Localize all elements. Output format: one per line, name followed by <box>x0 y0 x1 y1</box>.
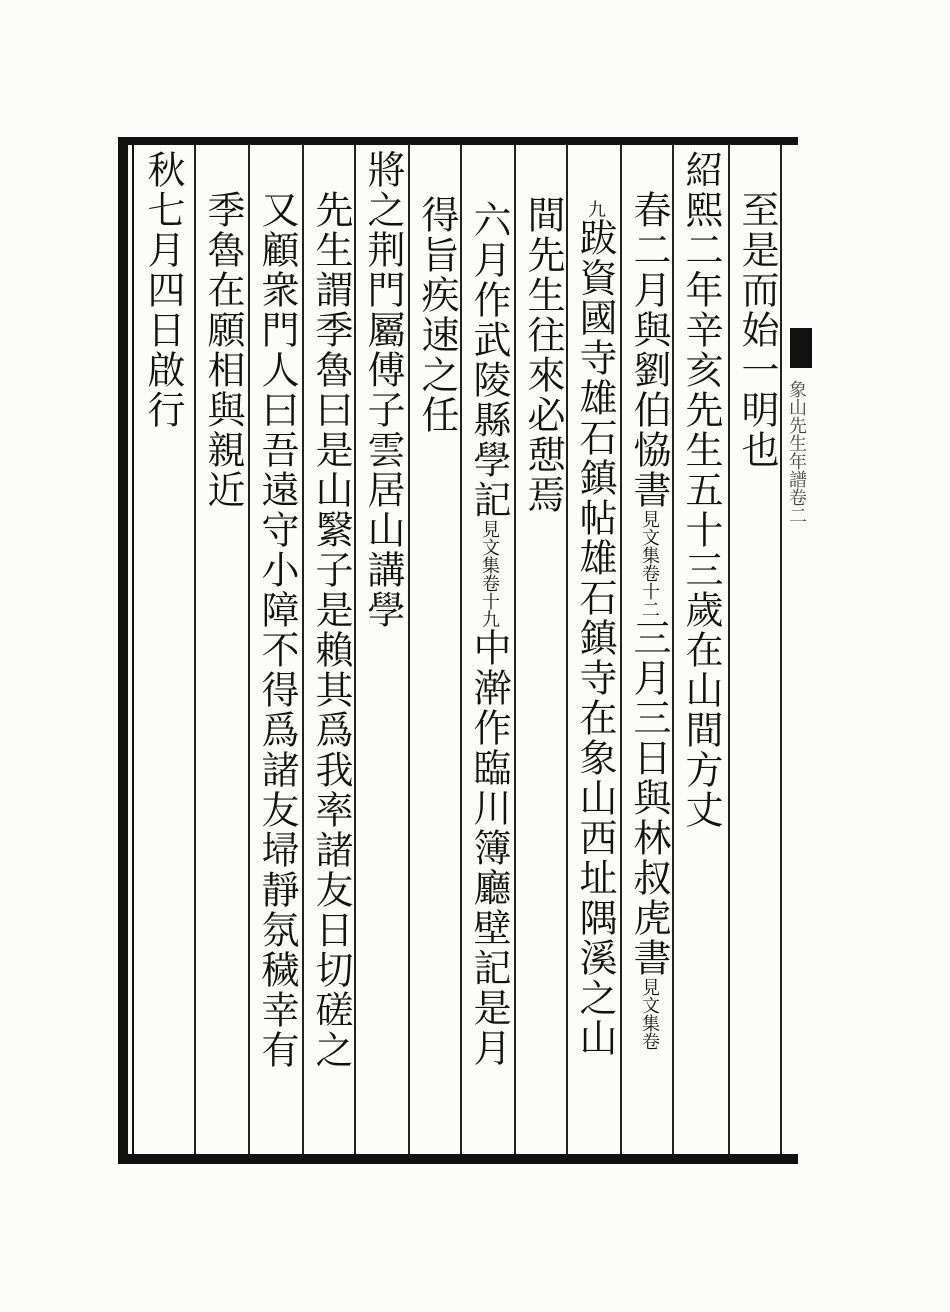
text-column-7 <box>412 195 462 1195</box>
column-text: 至是而始一明也 <box>735 190 779 470</box>
text-column-5 <box>518 195 568 1195</box>
column-text: 三月三日與林叔虎書 <box>627 618 671 978</box>
annotation-note: 見文集卷十二 <box>639 510 660 618</box>
column-text: 又顧衆門人曰吾遠守小障不得爲諸友埽靜氛穢幸有 <box>255 190 299 1070</box>
text-column-9 <box>306 190 356 1190</box>
text-column-4 <box>570 200 620 1200</box>
text-column-11 <box>198 190 248 1190</box>
text-column-10 <box>252 190 302 1190</box>
column-rule <box>728 145 730 1154</box>
column-text: 將之荆門屬傅子雲居山講學 <box>361 150 405 630</box>
frame-left-inner-border <box>132 145 134 1154</box>
text-column-8 <box>358 150 408 1150</box>
text-column-1 <box>732 190 782 1190</box>
column-text: 中澣作臨川簿廳壁記是月 <box>467 628 511 1068</box>
annotation-note: 見文集卷十九 <box>479 520 500 628</box>
annotation-note: 見文集卷 <box>639 978 660 1050</box>
frame-top-border <box>118 137 798 145</box>
fold-gutter <box>780 145 808 1154</box>
text-column-2 <box>676 150 726 1150</box>
column-rule <box>302 145 304 1154</box>
column-text: 跋資國寺雄石鎮帖雄石鎮寺在象山西址隅溪之山 <box>573 218 617 1058</box>
column-text: 秋七月四日啟行 <box>141 150 185 430</box>
column-rule <box>514 145 516 1154</box>
frame-left-border <box>118 137 128 1164</box>
column-rule <box>194 145 196 1154</box>
column-text: 六月作武陵縣學記 <box>467 200 511 520</box>
column-text: 得旨疾速之任 <box>415 195 459 435</box>
gutter-title: 象山先生年譜卷二 <box>786 380 807 524</box>
column-text: 紹熙二年辛亥先生五十三歲在山間方丈 <box>679 150 723 830</box>
column-text: 間先生往來必憇焉 <box>521 195 565 515</box>
column-text: 先生謂季魯曰是山繄子是賴其爲我率諸友日切磋之 <box>309 190 353 1070</box>
column-rule <box>620 145 622 1154</box>
text-column-12 <box>138 150 188 1150</box>
column-text: 季魯在願相與親近 <box>201 190 245 510</box>
column-text: 春二月與劉伯恊書 <box>627 190 671 510</box>
text-column-3 <box>624 190 674 1190</box>
annotation-prefix: 九 <box>585 200 606 218</box>
fishtail-mark <box>790 328 812 368</box>
column-rule <box>408 145 410 1154</box>
column-rule <box>248 145 250 1154</box>
text-column-6 <box>464 200 514 1200</box>
